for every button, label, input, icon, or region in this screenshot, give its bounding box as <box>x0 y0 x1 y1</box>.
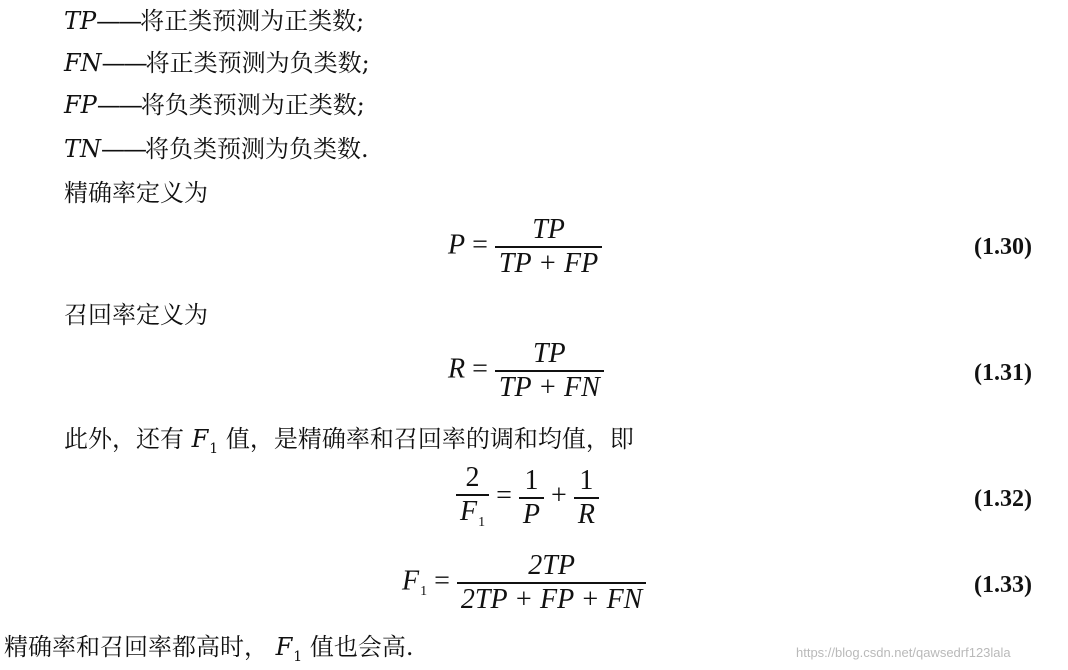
f1-var: F <box>191 425 209 453</box>
f1-sub: 1 <box>420 584 428 600</box>
definition-text: 将负类预测为负类数. <box>145 135 369 163</box>
precision-intro: 精确率定义为 <box>64 179 208 207</box>
fraction-numerator: TP <box>532 338 566 369</box>
fraction-numerator: TP <box>532 214 565 245</box>
f1-intro-pre: 此外，还有 <box>64 425 184 453</box>
dash: —— <box>96 7 141 35</box>
dash: —— <box>96 91 141 119</box>
definition-text: 将正类预测为负类数; <box>145 49 370 77</box>
fraction <box>495 214 602 280</box>
term-fn: FN <box>64 49 102 77</box>
term-tn: TN <box>64 135 102 163</box>
eq-sign: = <box>472 353 488 385</box>
equation-number: (1.30) <box>974 234 1032 260</box>
f1-var: F <box>275 633 293 661</box>
equation-number: (1.33) <box>974 572 1032 598</box>
equation-precision <box>448 214 602 280</box>
fraction-denominator: P <box>522 498 541 530</box>
fraction-numerator: 2 <box>465 462 480 493</box>
fraction <box>574 465 599 531</box>
watermark: https://blog.csdn.net/qawsedrf123lala <box>796 645 1011 660</box>
eq-sign: = <box>496 479 512 511</box>
f1-var: F <box>460 496 478 527</box>
term-tp: TP <box>64 7 97 35</box>
eq-sign: = <box>472 229 488 261</box>
fraction-denominator: TP + FP <box>498 248 599 279</box>
f1-sub: 1 <box>209 441 219 457</box>
equation-number: (1.31) <box>974 360 1032 386</box>
fraction <box>457 550 646 616</box>
dash: —— <box>101 49 146 77</box>
dash: —— <box>101 135 146 163</box>
definition-fn <box>64 48 370 78</box>
plus-sign: + <box>551 479 567 511</box>
f1-sub: 1 <box>478 515 486 530</box>
fraction <box>519 465 544 531</box>
definition-fp <box>64 90 365 120</box>
fraction-denominator <box>456 496 489 533</box>
recall-intro: 召回率定义为 <box>64 301 208 329</box>
fraction-denominator: R <box>577 498 595 530</box>
eq-lhs: R <box>448 353 466 385</box>
fraction <box>495 338 604 404</box>
f1-intro <box>64 424 634 458</box>
fraction-numerator: 2TP <box>528 550 575 581</box>
fraction <box>456 462 489 533</box>
equation-f1-harmonic <box>456 462 599 533</box>
fraction-numerator: 1 <box>524 464 539 496</box>
definition-text: 将负类预测为正类数; <box>140 91 365 119</box>
definition-text: 将正类预测为正类数; <box>140 7 365 35</box>
f1-intro-post: 值，是精确率和召回率的调和均值，即 <box>225 425 634 453</box>
fraction-numerator: 1 <box>579 464 594 496</box>
conclusion <box>4 632 414 666</box>
definition-tn <box>64 134 369 164</box>
term-fp: FP <box>64 91 97 119</box>
eq-lhs: P <box>448 229 466 261</box>
fraction-denominator: 2TP + FP + FN <box>460 584 643 615</box>
fraction-denominator: TP + FN <box>498 372 600 403</box>
f1-sub: 1 <box>293 649 303 665</box>
conclusion-post: 值也会高. <box>309 633 414 661</box>
f1-var: F <box>402 565 420 597</box>
equation-recall <box>448 338 604 404</box>
eq-sign: = <box>434 565 450 597</box>
conclusion-pre: 精确率和召回率都高时， <box>4 633 268 661</box>
equation-f1 <box>402 550 646 616</box>
equation-number: (1.32) <box>974 486 1032 512</box>
definition-tp <box>64 6 364 36</box>
